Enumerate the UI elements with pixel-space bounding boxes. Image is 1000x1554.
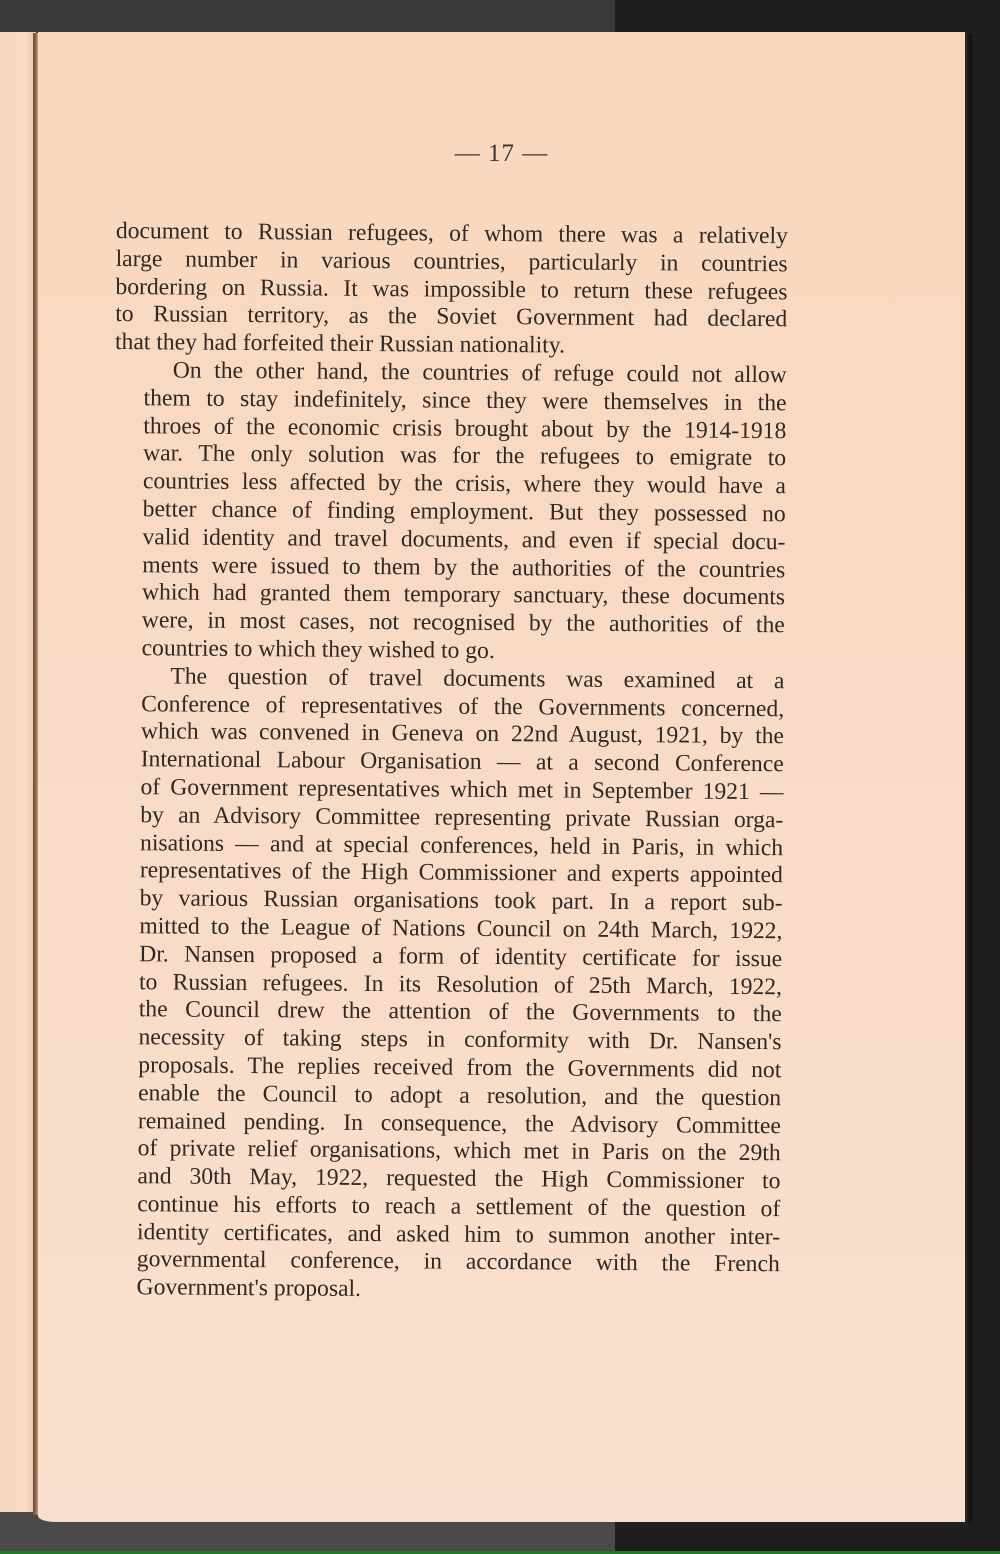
text-line: mitted to the League of Nations Council on 24th March, 1922,	[139, 913, 783, 945]
paragraph-3	[107, 663, 784, 1308]
text-line: war. The only solution was for the refugees to emigrate to	[143, 440, 787, 472]
text-line: International Labour Organisation — at a second Conference	[140, 746, 784, 778]
text-line: Government's proposal.	[136, 1274, 362, 1303]
text-line: were, in most cases, not recognised by the authorities of the	[141, 607, 785, 639]
text-line: document to Russian refugees, of whom there was a relatively	[115, 218, 788, 250]
text-line: proposals. The replies received from the Governments did not	[138, 1052, 782, 1084]
text-line: bordering on Russia. It was impossible to return these refugees	[115, 273, 788, 305]
text-line: them to stay indefinitely, since they were themselves in the	[143, 385, 787, 417]
text-line: continue his efforts to reach a settlement of the question of	[137, 1191, 781, 1223]
text-line: Dr. Nansen proposed a form of identity certificate for issue	[139, 940, 783, 972]
text-line: to Russian territory, as the Soviet Government had declared	[115, 301, 788, 333]
text-line: governmental conference, in accordance with the French	[136, 1246, 780, 1278]
text-line: necessity of taking steps in conformity with Dr. Nansen's	[138, 1024, 782, 1056]
text-line: large number in various countries, particularly in countries	[115, 245, 788, 278]
text-line: representatives of the High Commissioner and experts appointed	[139, 857, 783, 889]
text-line: enable the Council to adopt a resolution, and the question	[138, 1079, 782, 1111]
text-line: of Government representatives which met in September 1921 —	[140, 774, 784, 806]
book-page	[38, 32, 965, 1522]
text-line: On the other hand, the countries of refuge could not allow	[172, 357, 787, 389]
paragraph-1	[115, 218, 788, 362]
page-number: — 17 —	[454, 140, 549, 167]
text-line: countries to which they wished to go.	[141, 635, 495, 664]
body-text	[107, 218, 787, 1307]
text-line: throes of the economic crisis brought about by the 1914-1918	[143, 412, 787, 444]
text-line: identity certificates, and asked him to summon another inter-	[136, 1218, 781, 1250]
page-right-edge-shadow	[965, 34, 973, 1524]
text-line: by an Advisory Committee representing private Russian orga-	[140, 801, 784, 833]
paragraph-2	[113, 357, 787, 668]
text-line: and 30th May, 1922, requested the High Commissioner to	[137, 1163, 781, 1195]
text-line: nisations — and at special conferences, held in Paris, in which	[139, 829, 784, 861]
text-line: which had granted them temporary sanctuary, these documents	[141, 579, 786, 611]
text-line: remained pending. In consequence, the Advisory Committee	[137, 1107, 781, 1139]
text-line: that they had forfeited their Russian nationality.	[114, 329, 566, 359]
text-line: valid identity and travel documents, and even if special docu-	[142, 523, 786, 556]
text-line: by various Russian organisations took part. In a report sub-	[139, 885, 783, 917]
text-line: Conference of representatives of the Governments concerned,	[141, 690, 785, 722]
text-line: ments were issued to them by the authorities of the countries	[142, 551, 786, 583]
text-line: which was convened in Geneva on 22nd August, 1921, by the	[140, 718, 785, 750]
text-line: better chance of finding employment. But they possessed no	[142, 496, 786, 528]
text-line: countries less affected by the crisis, where they would have a	[142, 468, 787, 500]
text-line: the Council drew the attention of the Governments to the	[138, 996, 782, 1028]
text-line: The question of travel documents was examined at a	[170, 663, 785, 695]
previous-page-edge	[0, 32, 36, 1512]
text-line: of private relief organisations, which met in Paris on the 29th	[137, 1135, 781, 1167]
text-line: to Russian refugees. In its Resolution of 25th March, 1922,	[138, 968, 783, 1000]
